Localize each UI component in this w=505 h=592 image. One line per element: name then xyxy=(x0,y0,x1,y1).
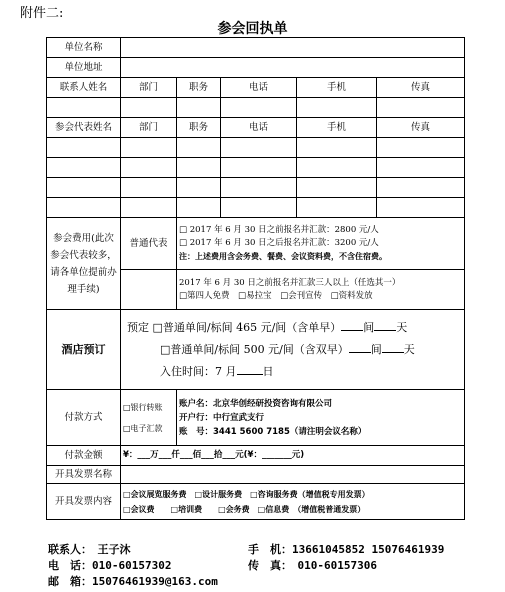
rep-cell[interactable] xyxy=(121,138,177,158)
rep-cell[interactable] xyxy=(377,178,465,198)
annex-label: 附件二: xyxy=(20,6,64,21)
hotel-prefix: 预定 xyxy=(127,320,149,334)
rep-cell[interactable] xyxy=(297,178,377,198)
unit-address-label: 单位地址 xyxy=(47,58,121,78)
rep-cell[interactable] xyxy=(297,138,377,158)
fee-label: 参会费用(此次参会代表较多，请各单位提前办理手续) xyxy=(47,218,121,310)
rep-col-phone: 电话 xyxy=(221,118,297,138)
amount-field[interactable]: ¥：___万___仟___佰___拾___元(¥：_______元) xyxy=(121,446,465,466)
col-phone: 电话 xyxy=(221,78,297,98)
hotel-option-1[interactable]: □普通单间/标间 465 元/间（含单早） xyxy=(152,320,342,334)
unit-address-field[interactable] xyxy=(121,58,465,78)
col-department: 部门 xyxy=(121,78,177,98)
col-fax: 传真 xyxy=(377,78,465,98)
rep-cell[interactable] xyxy=(377,198,465,218)
rep-cell[interactable] xyxy=(177,158,221,178)
invoice-content-label: 开具发票内容 xyxy=(47,484,121,520)
rep-row-1[interactable] xyxy=(47,138,121,158)
hotel-checkin xyxy=(127,361,462,383)
payment-label: 付款方式 xyxy=(47,390,121,446)
contact-position-field[interactable] xyxy=(177,98,221,118)
registration-form-table xyxy=(46,37,465,520)
rep-cell[interactable] xyxy=(177,138,221,158)
rep-cell[interactable] xyxy=(177,178,221,198)
rooms-blank-1[interactable] xyxy=(341,319,363,331)
rep-col-position: 职务 xyxy=(177,118,221,138)
rep-cell[interactable] xyxy=(221,138,297,158)
rooms-blank-2[interactable] xyxy=(349,341,371,353)
contact-mobile-field[interactable] xyxy=(297,98,377,118)
checkin-day-blank[interactable] xyxy=(237,363,263,375)
contact-name-label: 联系人姓名 xyxy=(47,78,121,98)
footer-fax: 传 真： 010-60157306 xyxy=(248,559,377,572)
rep-cell[interactable] xyxy=(221,158,297,178)
fee-group-options[interactable]: □第四人免费 □易拉宝 □会刊宣传 □资料发放 xyxy=(179,290,373,301)
col-mobile: 手机 xyxy=(297,78,377,98)
days-blank-1[interactable] xyxy=(374,319,396,331)
unit-jian: 间 xyxy=(370,342,382,356)
rep-cell[interactable] xyxy=(121,198,177,218)
amount-label: 付款金额 xyxy=(47,446,121,466)
fee-option-early[interactable]: □ 2017 年 6 月 30 日之前报名并汇款：2800 元/人 xyxy=(179,225,379,235)
fee-option-late[interactable]: □ 2017 年 6 月 30 日之后报名并汇款：3200 元/人 xyxy=(179,238,379,248)
rep-cell[interactable] xyxy=(177,198,221,218)
fee-group-blank xyxy=(121,270,177,310)
fee-group-line: 2017 年 6 月 30 日之前报名并汇款三人以上（任选其一） xyxy=(179,277,401,288)
unit-name-label: 单位名称 xyxy=(47,38,121,58)
footer-phone: 电 话：010-60157302 xyxy=(48,559,172,572)
rep-col-mobile: 手机 xyxy=(297,118,377,138)
contact-footer xyxy=(48,542,488,590)
footer-mobile: 手 机：13661045852 15076461939 xyxy=(248,543,445,556)
fee-type: 普通代表 xyxy=(121,218,177,270)
checkin-day-unit: 日 xyxy=(262,364,274,378)
rep-cell[interactable] xyxy=(377,138,465,158)
invoice-name-field[interactable] xyxy=(121,466,465,484)
hotel-option-2[interactable]: □普通单间/标间 500 元/间（含双早） xyxy=(160,342,349,356)
rep-row-2[interactable] xyxy=(47,158,121,178)
rep-row-3[interactable] xyxy=(47,178,121,198)
rep-cell[interactable] xyxy=(221,178,297,198)
hotel-option-single xyxy=(127,317,462,339)
rep-cell[interactable] xyxy=(221,198,297,218)
account-number: 账 号：3441 5600 7185（请注明会议名称） xyxy=(179,426,367,437)
invoice-normal-options[interactable]: □会议费 □培训费 □会务费 □信息费 （增值税普通发票） xyxy=(123,504,366,514)
col-position: 职务 xyxy=(177,78,221,98)
fee-note: 注：上述费用含会务费、餐费、会议资料费，不含住宿费。 xyxy=(179,252,387,261)
contact-fax-field[interactable] xyxy=(377,98,465,118)
hotel-option-double xyxy=(127,339,462,361)
rep-col-department: 部门 xyxy=(121,118,177,138)
account-name: 账户名：北京华创经研投资咨询有限公司 xyxy=(179,398,333,409)
rep-cell[interactable] xyxy=(121,178,177,198)
invoice-special-options[interactable]: □会议展览服务费 □设计服务费 □咨询服务费（增值税专用发票） xyxy=(123,489,370,499)
checkin-label: 入住时间：7 月 xyxy=(160,364,237,378)
unit-tian: 天 xyxy=(396,320,408,334)
unit-tian: 天 xyxy=(403,342,415,356)
contact-dept-field[interactable] xyxy=(121,98,177,118)
rep-row-4[interactable] xyxy=(47,198,121,218)
rep-cell[interactable] xyxy=(297,198,377,218)
rep-name-label: 参会代表姓名 xyxy=(47,118,121,138)
footer-contact: 联系人： 王子沐 xyxy=(48,543,131,556)
rep-cell[interactable] xyxy=(377,158,465,178)
contact-phone-field[interactable] xyxy=(221,98,297,118)
rep-cell[interactable] xyxy=(297,158,377,178)
invoice-name-label: 开具发票名称 xyxy=(47,466,121,484)
payment-e-option[interactable]: □电子汇款 xyxy=(123,423,163,433)
days-blank-2[interactable] xyxy=(382,341,404,353)
contact-name-field[interactable] xyxy=(47,98,121,118)
payment-bank-option[interactable]: □银行转账 xyxy=(123,402,163,412)
unit-name-field[interactable] xyxy=(121,38,465,58)
bank-name: 开户行：中行宣武支行 xyxy=(179,412,265,423)
form-title: 参会回执单 xyxy=(217,21,288,37)
hotel-label: 酒店预订 xyxy=(47,310,121,390)
footer-email[interactable]: 邮 箱：15076461939@163.com xyxy=(48,575,218,588)
unit-jian: 间 xyxy=(363,320,375,334)
rep-cell[interactable] xyxy=(121,158,177,178)
rep-col-fax: 传真 xyxy=(377,118,465,138)
